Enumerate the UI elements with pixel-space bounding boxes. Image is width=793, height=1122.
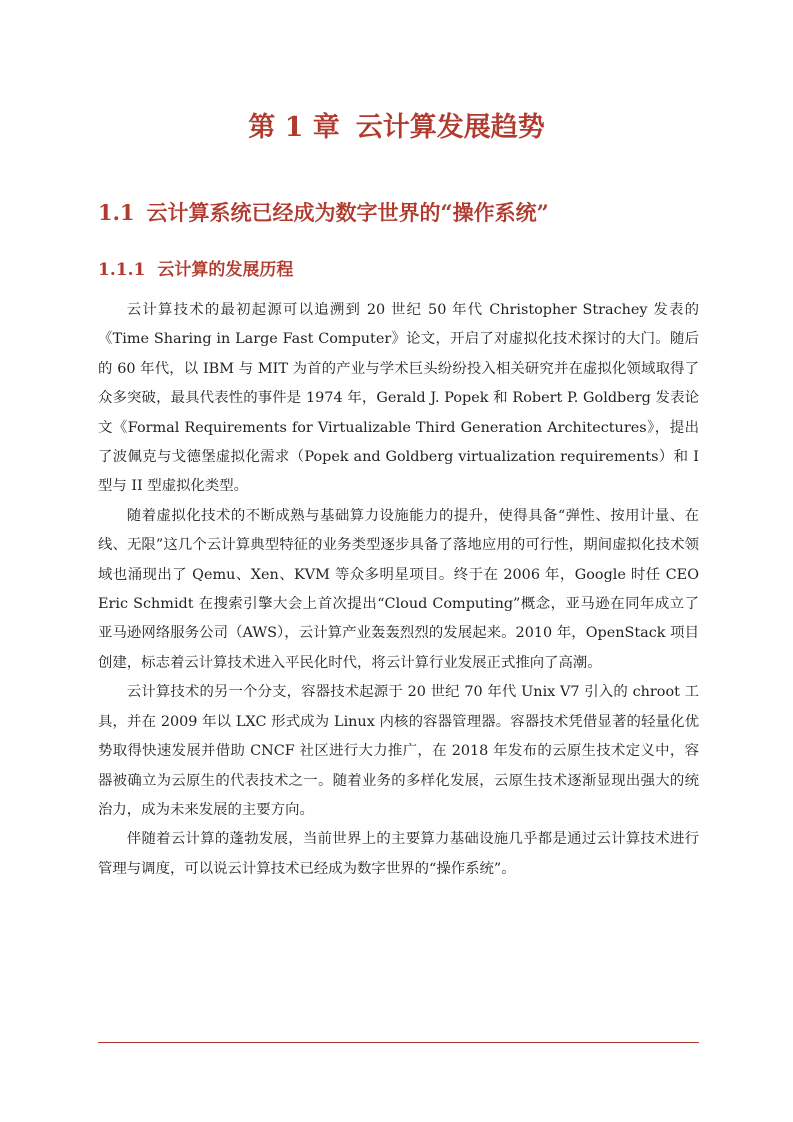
chapter-title	[0, 108, 793, 148]
chapter-number: 第 1 章	[248, 112, 340, 143]
section-number: 1.1	[98, 200, 135, 225]
body-content	[98, 296, 699, 884]
subsection-title-text: 云计算的发展历程	[157, 260, 294, 280]
footer-divider	[98, 1042, 699, 1043]
subsection-number: 1.1.1	[98, 260, 146, 280]
paragraph-maturity: 随着虚拟化技术的不断成熟与基础算力设施能力的提升，使得具备“弹性、按用计量、在线、无限”这几个云计算典型特征的业务类型逐步具备了落地应用的可行性，期间虚拟化技术领域也涌现出了 Qemu、Xen、KVM 等众多明星项目。终于在 2006 年，Google 时任 CEO Eric Schmidt 在搜索引擎大会上首次提出“Cloud Computing”概念，亚马逊在同年成立了亚马逊网络服务公司（AWS），云计算产业轰轰烈烈的发展起来。2010 年，OpenStack 项目创建，标志着云计算技术进入平民化时代，将云计算行业发展正式推向了高潮。	[98, 507, 699, 671]
section-title-text: 云计算系统已经成为数字世界的“操作系统”	[146, 200, 549, 225]
section-heading	[98, 197, 549, 229]
paragraph-origin: 云计算技术的最初起源可以追溯到 20 世纪 50 年代 Christopher Strachey 发表的《Time Sharing in Large Fast Computer》论文，开启了对虚拟化技术探讨的大门。随后的 60 年代，以 IBM 与 MIT 为首的产业与学术巨头纷纷投入相关研究并在虚拟化领域取得了众多突破，最具代表性的事件是 1974 年，Gerald J. Popek 和 Robert P. Goldberg 发表论文《Formal Requirements for Virtualizable Third Generation Architectures》，提出了波佩克与戈德堡虚拟化需求（Popek and Goldberg virtualization requirements）和 I 型与 II 型虚拟化类型。	[98, 302, 699, 495]
subsection-heading	[98, 256, 293, 284]
chapter-title-text: 云计算发展趋势	[355, 112, 545, 143]
paragraph-conclusion: 伴随着云计算的蓬勃发展，当前世界上的主要算力基础设施几乎都是通过云计算技术进行管理与调度，可以说云计算技术已经成为数字世界的“操作系统”。	[98, 831, 699, 877]
paragraph-containers: 云计算技术的另一个分支，容器技术起源于 20 世纪 70 年代 Unix V7 引入的 chroot 工具，并在 2009 年以 LXC 形式成为 Linux 内核的容器管理器。容器技术凭借显著的轻量化优势取得快速发展并借助 CNCF 社区进行大力推广，在 2018 年发布的云原生技术定义中，容器被确立为云原生的代表技术之一。随着业务的多样化发展，云原生技术逐渐显现出强大的统治力，成为未来发展的主要方向。	[98, 684, 699, 818]
